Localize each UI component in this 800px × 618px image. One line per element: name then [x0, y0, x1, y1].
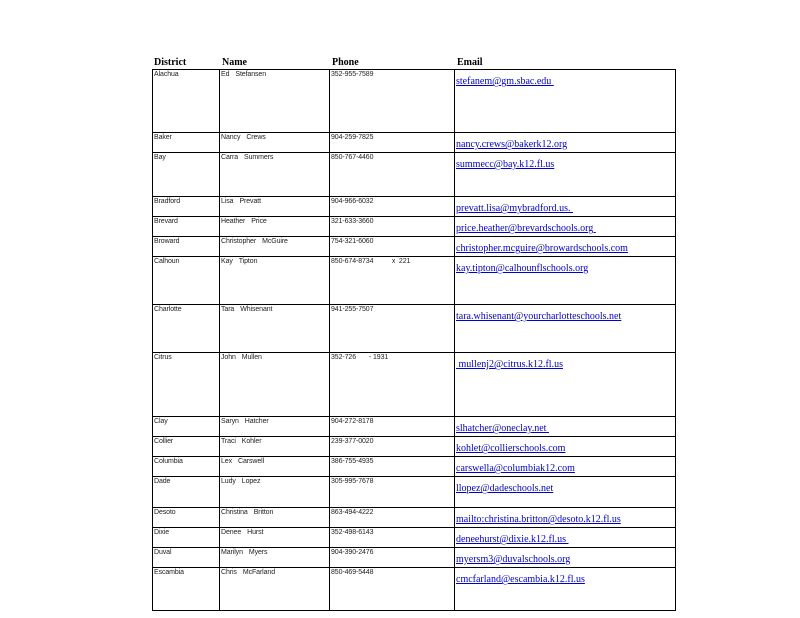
phone-cell: 850-469-5448 [330, 568, 455, 611]
last-name: Britton [253, 509, 274, 516]
email-cell [455, 305, 676, 353]
name-cell [220, 70, 330, 133]
email-link[interactable]: price.heather@brevardschools.org [456, 223, 596, 234]
email-cell [455, 548, 676, 568]
header-name: Name [222, 57, 247, 68]
first-name: Carra [221, 154, 239, 161]
name-cell [220, 153, 330, 197]
district-cell: Baker [153, 133, 220, 153]
phone-cell: 321-633-3660 [330, 217, 455, 237]
email-link[interactable]: kohlet@collierschools.com [456, 443, 566, 454]
first-name: John [221, 354, 236, 361]
first-name: Tara [221, 306, 235, 313]
email-link[interactable]: tara.whisenant@yourcharlotteschools.net [456, 311, 622, 322]
district-cell: Charlotte [153, 305, 220, 353]
table-row [153, 417, 676, 437]
table-row [153, 508, 676, 528]
last-name: Tipton [238, 258, 258, 265]
first-name: Marilyn [221, 549, 243, 556]
email-link[interactable]: myersm3@duvalschools.org [456, 554, 571, 565]
email-link[interactable]: carswella@columbiak12.com [456, 463, 575, 474]
email-link[interactable]: summecc@bay.k12.fl.us [456, 159, 555, 170]
email-link[interactable]: mailto:christina.britton@desoto.k12.fl.us [456, 514, 621, 525]
table-row [153, 528, 676, 548]
district-cell: Dixie [153, 528, 220, 548]
email-link[interactable]: stefanem@gm.sbac.edu [456, 76, 554, 87]
phone-cell: 386-755-4935 [330, 457, 455, 477]
district-cell: Bay [153, 153, 220, 197]
email-cell [455, 257, 676, 305]
last-name: Carswell [238, 458, 265, 465]
email-link[interactable]: deneehurst@dixie.k12.fl.us [456, 534, 569, 545]
table-row [153, 457, 676, 477]
table-row [153, 568, 676, 611]
district-cell: Calhoun [153, 257, 220, 305]
name-cell [220, 568, 330, 611]
email-cell [455, 353, 676, 417]
email-link[interactable]: slhatcher@oneclay.net [456, 423, 549, 434]
last-name: McGuire [262, 238, 288, 245]
district-cell: Clay [153, 417, 220, 437]
first-name: Nancy [221, 134, 241, 141]
district-cell: Alachua [153, 70, 220, 133]
name-cell [220, 477, 330, 508]
name-cell [220, 437, 330, 457]
table-row [153, 70, 676, 133]
name-cell [220, 237, 330, 257]
email-link[interactable]: llopez@dadeschools.net [456, 483, 554, 494]
phone-cell: 904-259-7825 [330, 133, 455, 153]
first-name: Lisa [221, 198, 234, 205]
table-row [153, 257, 676, 305]
name-cell [220, 217, 330, 237]
email-cell [455, 153, 676, 197]
last-name: Lopez [241, 478, 261, 485]
name-cell [220, 457, 330, 477]
phone-cell: 239-377-0020 [330, 437, 455, 457]
last-name: Prevatt [239, 198, 261, 205]
phone-cell: 754-321-6060 [330, 237, 455, 257]
first-name: Saryn [221, 418, 239, 425]
first-name: Kay [221, 258, 233, 265]
phone-cell: 352-498-6143 [330, 528, 455, 548]
first-name: Denee [221, 529, 242, 536]
last-name: Hurst [247, 529, 264, 536]
email-cell [455, 568, 676, 611]
district-contacts-table [152, 69, 676, 611]
district-cell: Duval [153, 548, 220, 568]
email-cell [455, 237, 676, 257]
header-district: District [154, 57, 187, 68]
name-cell [220, 133, 330, 153]
last-name: Myers [248, 549, 268, 556]
email-link[interactable]: christopher.mcguire@browardschools.com [456, 243, 628, 254]
district-cell: Desoto [153, 508, 220, 528]
district-cell: Dade [153, 477, 220, 508]
first-name: Traci [221, 438, 236, 445]
table-row [153, 437, 676, 457]
phone-cell: 305-995-7678 [330, 477, 455, 508]
header-row [152, 56, 676, 69]
name-cell [220, 417, 330, 437]
email-cell [455, 217, 676, 237]
first-name: Heather [221, 218, 246, 225]
phone-cell: 352-726 - 1931 [330, 353, 455, 417]
table-row [153, 305, 676, 353]
email-cell [455, 437, 676, 457]
name-cell [220, 197, 330, 217]
first-name: Ed [221, 71, 230, 78]
email-cell [455, 477, 676, 508]
district-cell: Brevard [153, 217, 220, 237]
phone-cell: 863-494-4222 [330, 508, 455, 528]
district-cell: Collier [153, 437, 220, 457]
table-row [153, 548, 676, 568]
email-cell [455, 417, 676, 437]
table-row [153, 217, 676, 237]
email-cell [455, 457, 676, 477]
district-cell: Escambia [153, 568, 220, 611]
name-cell [220, 257, 330, 305]
table-row [153, 353, 676, 417]
name-cell [220, 305, 330, 353]
district-cell: Broward [153, 237, 220, 257]
table-row [153, 237, 676, 257]
email-cell [455, 70, 676, 133]
last-name: Stefansen [235, 71, 266, 78]
last-name: Summers [244, 154, 274, 161]
email-link[interactable]: mullenj2@citrus.k12.fl.us [456, 359, 563, 370]
last-name: Hatcher [244, 418, 269, 425]
last-name: Kohler [241, 438, 262, 445]
district-cell: Bradford [153, 197, 220, 217]
name-cell [220, 508, 330, 528]
phone-cell: 904-390-2476 [330, 548, 455, 568]
phone-cell: 352-955-7589 [330, 70, 455, 133]
last-name: Whisenant [240, 306, 273, 313]
email-cell [455, 197, 676, 217]
district-cell: Columbia [153, 457, 220, 477]
first-name: Christina [221, 509, 248, 516]
table-row [153, 133, 676, 153]
last-name: Crews [246, 134, 266, 141]
email-cell [455, 133, 676, 153]
email-link[interactable]: cmcfarland@escambia.k12.fl.us [456, 574, 585, 585]
table-row [153, 477, 676, 508]
last-name: Price [251, 218, 267, 225]
phone-cell: 850-767-4460 [330, 153, 455, 197]
email-cell [455, 528, 676, 548]
header-email: Email [457, 57, 483, 68]
district-cell: Citrus [153, 353, 220, 417]
last-name: Mullen [241, 354, 262, 361]
phone-cell: 904-966-6032 [330, 197, 455, 217]
phone-cell: 850-674-8734 x 221 [330, 257, 455, 305]
first-name: Lex [221, 458, 232, 465]
table-row [153, 197, 676, 217]
email-link[interactable]: prevatt.lisa@mybradford.us. [456, 203, 573, 214]
name-cell [220, 353, 330, 417]
table-row [153, 153, 676, 197]
first-name: Ludy [221, 478, 236, 485]
phone-cell: 904-272-8178 [330, 417, 455, 437]
email-link[interactable]: kay.tipton@calhounflschools.org [456, 263, 589, 274]
email-link[interactable]: nancy.crews@bakerk12.org [456, 139, 568, 150]
contact-sheet [152, 56, 676, 611]
header-phone: Phone [332, 57, 359, 68]
last-name: McFarland [242, 569, 276, 576]
first-name: Chris [221, 569, 237, 576]
phone-cell: 941-255-7507 [330, 305, 455, 353]
name-cell [220, 528, 330, 548]
first-name: Christopher [221, 238, 257, 245]
email-cell [455, 508, 676, 528]
name-cell [220, 548, 330, 568]
